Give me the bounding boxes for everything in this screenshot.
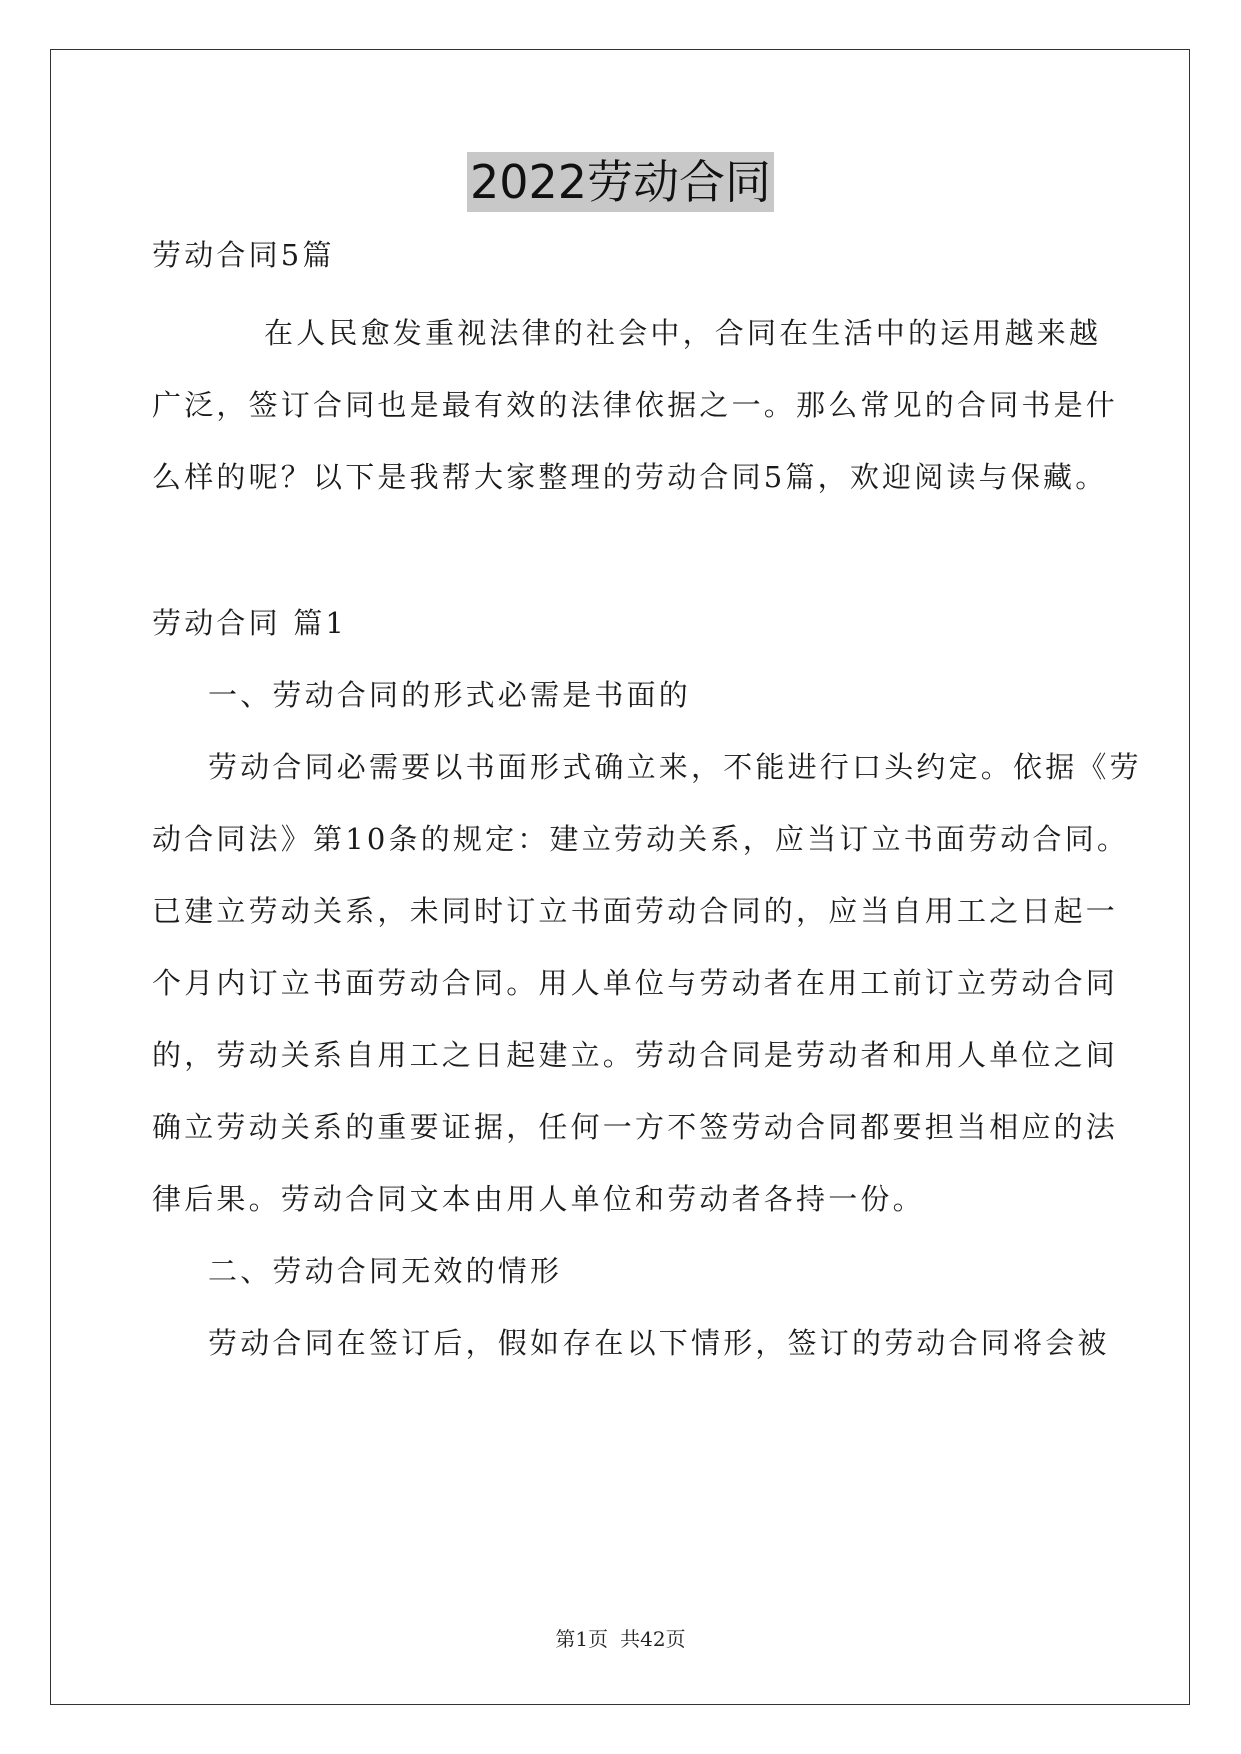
clause2-heading: 二、劳动合同无效的情形 [208, 1254, 563, 1288]
subtitle: 劳动合同5篇 [152, 238, 335, 272]
intro-line-1: 在人民愈发重视法律的社会中，合同在生活中的运用越来越 [264, 316, 1102, 350]
intro-line-2: 广泛，签订合同也是最有效的法律依据之一。那么常见的合同书是什 [152, 388, 1119, 422]
clause1-line-3: 已建立劳动关系，未同时订立书面劳动合同的，应当自用工之日起一 [152, 894, 1119, 928]
page-number: 第1页 [555, 1627, 609, 1651]
clause2-line-1: 劳动合同在签订后，假如存在以下情形，签订的劳动合同将会被 [208, 1326, 1110, 1360]
title-container [0, 152, 1241, 212]
clause1-line-5: 的，劳动关系自用工之日起建立。劳动合同是劳动者和用人单位之间 [152, 1038, 1119, 1072]
document-title: 2022劳动合同 [467, 152, 774, 212]
clause1-line-4: 个月内订立书面劳动合同。用人单位与劳动者在用工前订立劳动合同 [152, 966, 1119, 1000]
page-total: 共42页 [620, 1627, 686, 1651]
intro-line-3: 么样的呢？以下是我帮大家整理的劳动合同5篇，欢迎阅读与保藏。 [152, 460, 1108, 494]
page-footer [0, 1626, 1241, 1652]
clause1-line-6: 确立劳动关系的重要证据，任何一方不签劳动合同都要担当相应的法 [152, 1110, 1119, 1144]
clause1-line-1: 劳动合同必需要以书面形式确立来，不能进行口头约定。依据《劳 [208, 750, 1142, 784]
clause1-line-2: 动合同法》第10条的规定：建立劳动关系，应当订立书面劳动合同。 [152, 822, 1130, 856]
page-border [50, 49, 1190, 1705]
clause1-line-7: 律后果。劳动合同文本由用人单位和劳动者各持一份。 [152, 1182, 925, 1216]
section-heading: 劳动合同 篇1 [152, 606, 348, 640]
clause1-heading: 一、劳动合同的形式必需是书面的 [208, 678, 692, 712]
